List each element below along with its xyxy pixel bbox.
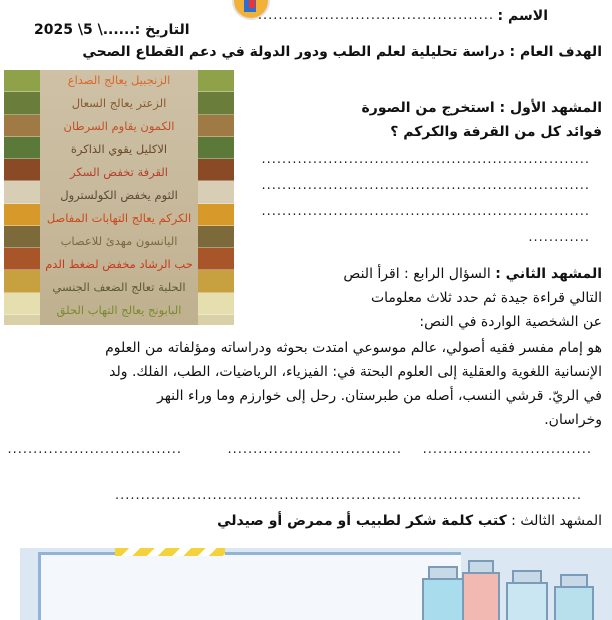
- herbs-photo-strip-right: [198, 70, 234, 325]
- scene2-question-line: السؤال الرابع : اقرأ النص: [343, 266, 491, 282]
- scene2-title: المشهد الثاني :: [495, 266, 602, 282]
- scene2-answer-line[interactable]: ..................................: [227, 442, 402, 457]
- herb-line: البابونج يعالج التهاب الحلق: [56, 303, 182, 317]
- herb-line: القرفة تخفض السكر: [69, 165, 169, 179]
- flask-icon: [506, 582, 548, 620]
- scene1-answer-line[interactable]: ................................................................: [261, 204, 590, 219]
- flask-icon: [422, 578, 464, 620]
- scene1-answer-line[interactable]: ................................................................: [261, 178, 590, 193]
- scene1-title: المشهد الأول : استخرج من الصورة: [361, 100, 602, 116]
- scene2-text-line: في الريّ. قرشي النسب، أصله من طبرستان. رحل إلى خوارزم وما وراء النهر: [156, 388, 602, 404]
- scene3-title: المشهد الثالث :: [511, 513, 602, 529]
- caution-stripe: [115, 548, 225, 556]
- herb-line: حب الرشاد مخفض لضغط الدم: [45, 257, 193, 271]
- herb-line: اليانسون مهدئ للاعصاب: [60, 234, 178, 248]
- herb-line: الاكليل يقوي الذاكرة: [70, 142, 168, 156]
- name-label: الاسم :: [497, 8, 548, 24]
- scene2-answer-line[interactable]: ..................................: [7, 442, 182, 457]
- scene3-task: كتب كلمة شكر لطبيب أو ممرض أو صيدلي: [217, 513, 507, 529]
- herbs-benefits-image: [4, 70, 234, 325]
- scene2-answer-line[interactable]: .................................: [422, 442, 592, 457]
- general-goal: الهدف العام : دراسة تحليلية لعلم الطب ودور الدولة في دعم القطاع الصحي: [82, 44, 602, 60]
- scene2-heading: [343, 266, 602, 282]
- herb-line: الثوم يخفض الكولسترول: [60, 188, 178, 202]
- herb-line: الكركم يعالج التهابات المفاصل: [46, 211, 192, 225]
- herb-line: الكمون يقاوم السرطان: [63, 119, 175, 133]
- herb-line: الزنجبيل يعالج الصداع: [67, 73, 171, 87]
- date-label: التاريخ :......\ 5\ 2025: [34, 22, 190, 38]
- scene1-answer-line[interactable]: ................................................................: [261, 152, 590, 167]
- scene2-text-line: الإنسانية اللغوية والعقلية إلى العلوم البحتة في: الفيزياء، الرياضيات، الطب، الفلك. ولد: [109, 364, 602, 380]
- herb-line: الزعتر يعالج السعال: [71, 96, 167, 110]
- scene2-text-line: وخراسان.: [544, 412, 602, 428]
- scene1-question: فوائد كل من القرفة والكركم ؟: [390, 124, 602, 140]
- flask-icon: [554, 586, 594, 620]
- scene1-answer-line[interactable]: ............: [528, 230, 590, 245]
- scene2-text-line: هو إمام مفسر فقيه أصولي، عالم موسوعي امتدت بحوثه ودراساته ومؤلفاته من العلوم: [105, 340, 602, 356]
- herbs-text-panel: [40, 70, 198, 325]
- herbs-photo-strip-left: [4, 70, 40, 325]
- name-dots: ..............................................: [257, 8, 494, 23]
- scene3-heading: [217, 513, 602, 529]
- scene2-question-line: عن الشخصية الواردة في النص:: [419, 314, 602, 330]
- herb-line: الحلبة تعالج الضعف الجنسي: [52, 280, 186, 294]
- window-frame: [38, 552, 461, 620]
- scene2-question-line: التالي قراءة جيدة ثم حدد ثلاث معلومات: [370, 290, 602, 306]
- flask-icon: [462, 572, 500, 620]
- scene2-answer-line[interactable]: ...........................................................................................: [114, 488, 582, 503]
- lab-illustration: [20, 548, 612, 620]
